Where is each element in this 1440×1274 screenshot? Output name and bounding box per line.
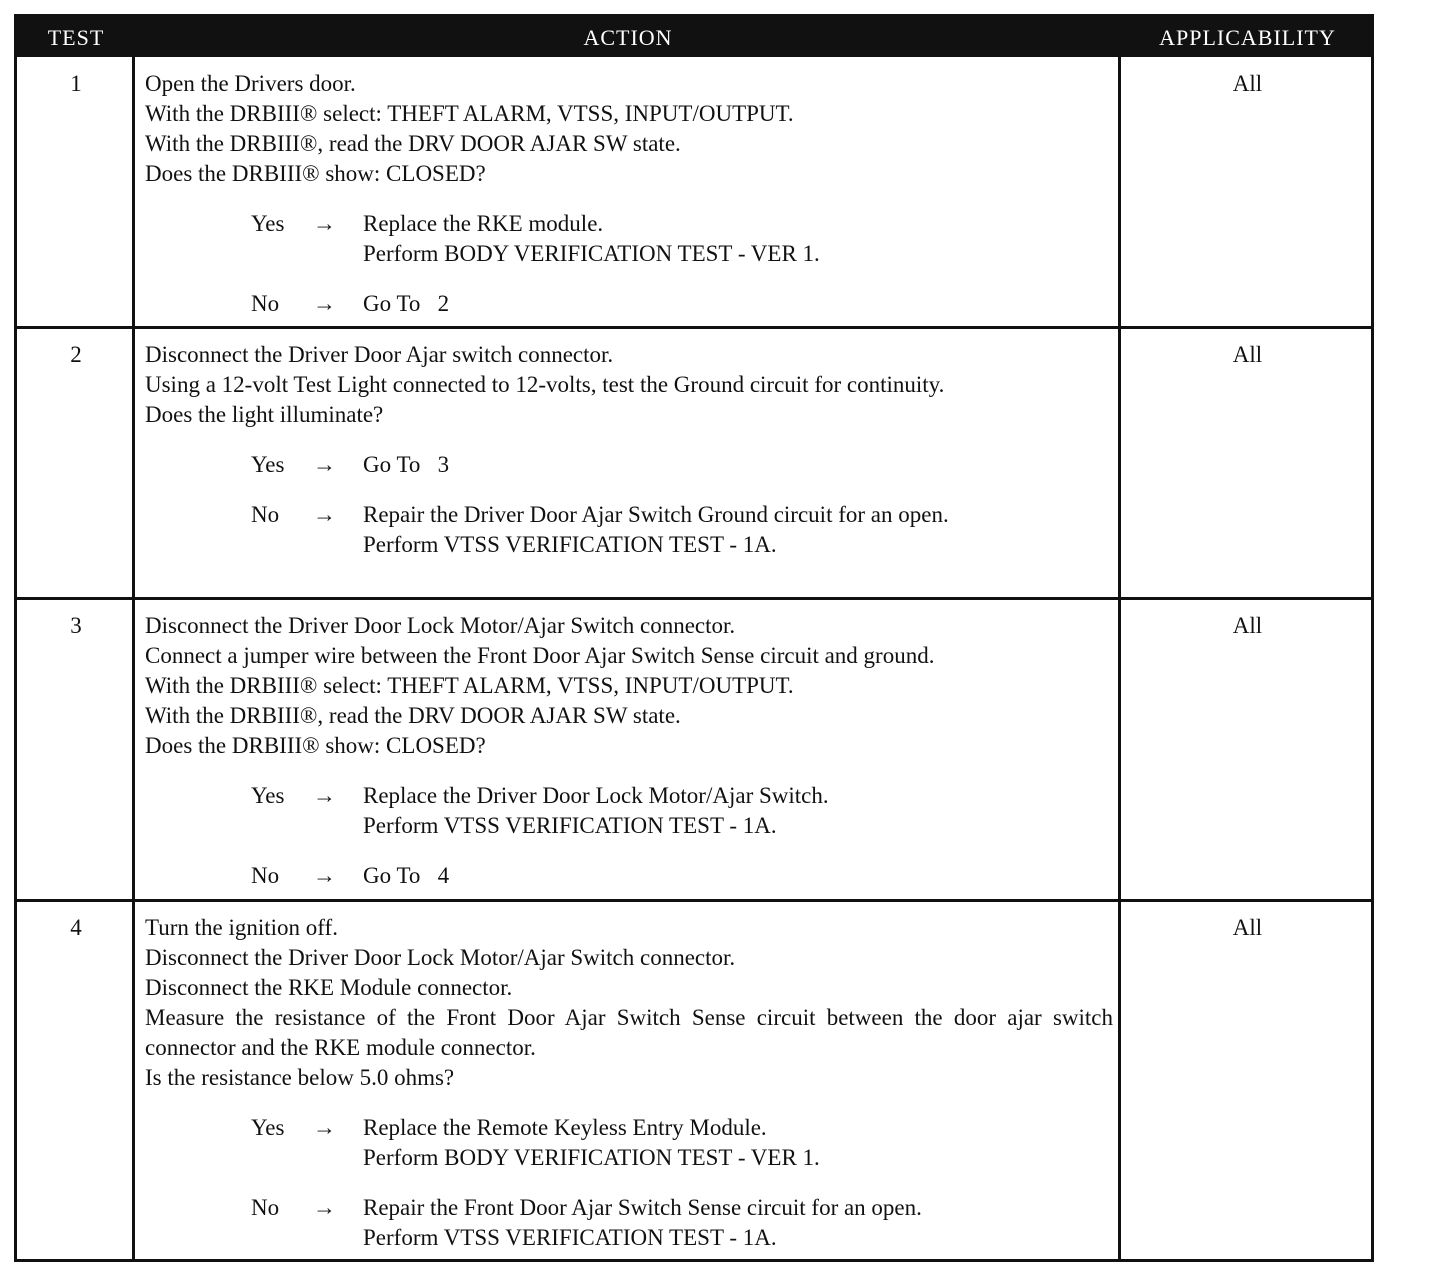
table-row — [17, 57, 1371, 328]
yes-result — [363, 781, 829, 841]
action-step: Does the DRBIII® show: CLOSED? — [145, 733, 486, 758]
table-row — [17, 328, 1371, 599]
yes-branch — [145, 209, 1113, 269]
action-step: Disconnect the Driver Door Lock Motor/Ajar Switch connector. — [145, 945, 736, 970]
test-number: 2 — [70, 342, 82, 367]
applicability-value: All — [1232, 613, 1263, 638]
table-header — [17, 17, 1371, 57]
header-applicability: APPLICABILITY — [1159, 25, 1336, 50]
result-line: Repair the Driver Door Ajar Switch Ground circuit for an open. — [363, 502, 949, 527]
yes-label: Yes — [251, 211, 285, 236]
action-step: Disconnect the Driver Door Lock Motor/Ajar Switch connector. — [145, 613, 736, 638]
no-branch — [145, 289, 1113, 319]
action-step: Disconnect the RKE Module connector. — [145, 975, 513, 1000]
action-step: With the DRBIII®, read the DRV DOOR AJAR SW state. — [145, 131, 681, 156]
table-row — [17, 599, 1371, 901]
action-step: With the DRBIII® select: THEFT ALARM, VTSS, INPUT/OUTPUT. — [145, 673, 794, 698]
no-result — [363, 500, 949, 560]
arrow-icon: → — [313, 1115, 336, 1140]
yes-result — [363, 209, 820, 269]
result-line: Perform VTSS VERIFICATION TEST - 1A. — [363, 813, 777, 838]
yes-result — [363, 1113, 820, 1173]
result-line: Go To 3 — [363, 452, 450, 477]
arrow-icon: → — [313, 783, 336, 808]
arrow-icon: → — [313, 863, 336, 888]
no-label: No — [251, 1195, 280, 1220]
arrow-icon: → — [313, 291, 336, 316]
action-cell — [145, 611, 1113, 891]
yes-label: Yes — [251, 452, 285, 477]
arrow-icon: → — [313, 452, 336, 477]
action-step: Disconnect the Driver Door Ajar switch connector. — [145, 342, 614, 367]
action-step: Connect a jumper wire between the Front Door Ajar Switch Sense circuit and ground. — [145, 643, 935, 668]
yes-branch — [145, 1113, 1113, 1173]
yes-label: Yes — [251, 1115, 285, 1140]
arrow-icon: → — [313, 1195, 336, 1220]
arrow-icon: → — [313, 502, 336, 527]
result-line: Go To 2 — [363, 291, 450, 316]
yes-branch — [145, 450, 1113, 480]
action-step: Turn the ignition off. — [145, 915, 338, 940]
applicability-value: All — [1232, 71, 1263, 96]
test-number: 1 — [70, 71, 82, 96]
action-cell — [145, 340, 1113, 560]
action-cell — [145, 69, 1113, 319]
diagnostic-table — [14, 14, 1374, 1262]
action-step: Does the DRBIII® show: CLOSED? — [145, 161, 486, 186]
yes-result — [363, 450, 449, 480]
yes-label: Yes — [251, 783, 285, 808]
action-step: With the DRBIII®, read the DRV DOOR AJAR SW state. — [145, 703, 681, 728]
action-step: Measure the resistance of the Front Door Ajar Switch Sense circuit between the door ajar switch connector and the RKE module connector. — [145, 1005, 1113, 1060]
action-step: Open the Drivers door. — [145, 71, 356, 96]
applicability-value: All — [1232, 915, 1263, 940]
result-line: Perform VTSS VERIFICATION TEST - 1A. — [363, 532, 777, 557]
test-number: 4 — [70, 915, 82, 940]
result-line: Perform VTSS VERIFICATION TEST - 1A. — [363, 1225, 777, 1250]
test-number: 3 — [70, 613, 82, 638]
yes-branch — [145, 781, 1113, 841]
action-step: Does the light illuminate? — [145, 402, 384, 427]
no-label: No — [251, 863, 280, 888]
no-branch — [145, 500, 1113, 560]
result-line: Go To 4 — [363, 863, 450, 888]
result-line: Replace the Driver Door Lock Motor/Ajar Switch. — [363, 783, 829, 808]
table-row — [17, 901, 1371, 1260]
header-test: TEST — [47, 25, 105, 50]
action-step: Using a 12-volt Test Light connected to 12-volts, test the Ground circuit for continuity. — [145, 372, 945, 397]
action-step: With the DRBIII® select: THEFT ALARM, VTSS, INPUT/OUTPUT. — [145, 101, 794, 126]
result-line: Perform BODY VERIFICATION TEST - VER 1. — [363, 241, 820, 266]
arrow-icon: → — [313, 211, 336, 236]
action-cell — [145, 913, 1113, 1253]
result-line: Perform BODY VERIFICATION TEST - VER 1. — [363, 1145, 820, 1170]
header-action: ACTION — [583, 25, 673, 50]
no-branch — [145, 861, 1113, 891]
applicability-value: All — [1232, 342, 1263, 367]
no-result — [363, 1193, 922, 1253]
result-line: Replace the Remote Keyless Entry Module. — [363, 1115, 767, 1140]
no-branch — [145, 1193, 1113, 1253]
action-step: Is the resistance below 5.0 ohms? — [145, 1065, 455, 1090]
no-label: No — [251, 291, 280, 316]
result-line: Replace the RKE module. — [363, 211, 604, 236]
no-label: No — [251, 502, 280, 527]
no-result — [363, 289, 449, 319]
no-result — [363, 861, 449, 891]
result-line: Repair the Front Door Ajar Switch Sense circuit for an open. — [363, 1195, 922, 1220]
